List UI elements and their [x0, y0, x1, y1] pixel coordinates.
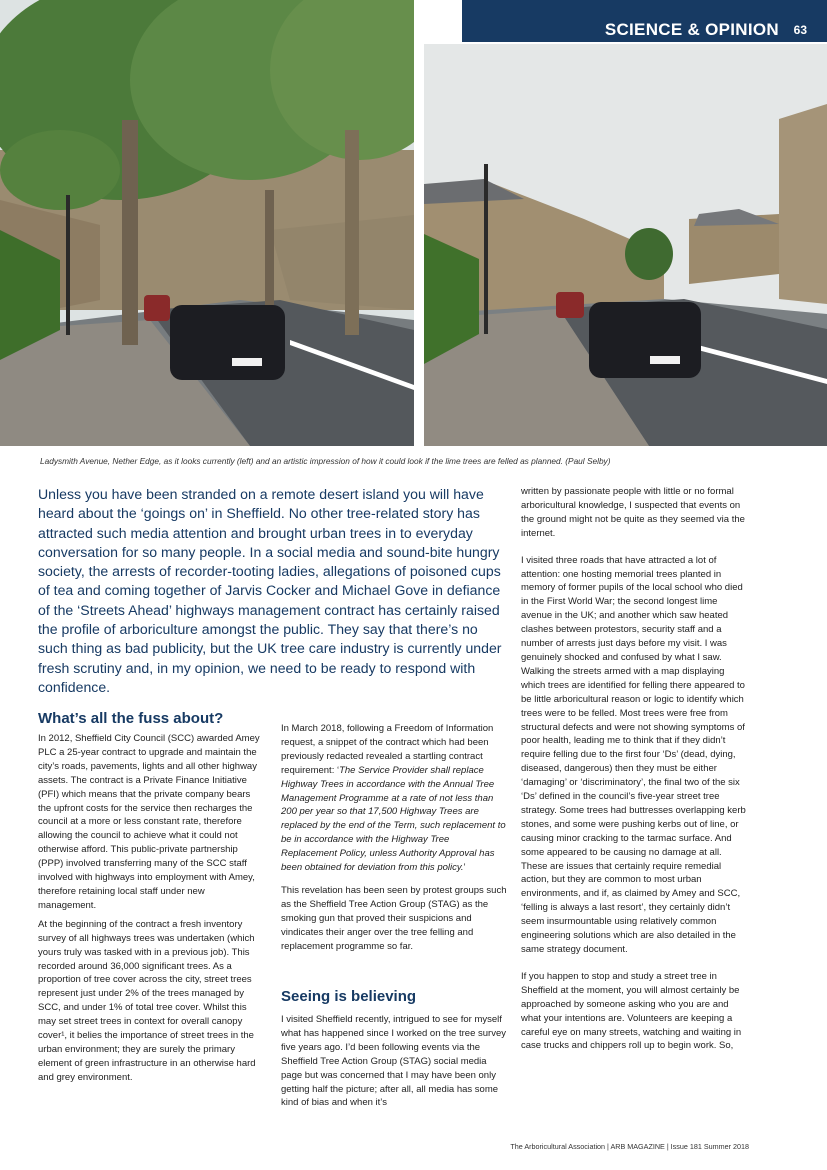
- ladysmith-avenue-impression-photo: [424, 44, 827, 446]
- quote-intro: In March 2018, following a Freedom of Information request, a snippet of the contract which had been previously redacted revealed a startling contract requirement: ‘: [281, 723, 494, 776]
- article-column-2-continued: [281, 1013, 507, 1115]
- paragraph: If you happen to stop and study a street tree in Sheffield at the moment, you will almost certainly be approached by someone asking who you are and what your intentions are. Volunteers are keeping a careful eye on many streets, watching and waiting in case trucks and chippers roll up to begin work. So,: [521, 970, 742, 1052]
- contract-quote: The Service Provider shall replace Highway Trees in accordance with the Annual Tree Management Programme at a rate of not less than 200 per year so that 17,500 Highway Trees are replaced by the end of the Term, such replacement to be in accordance with the Highway Tree Replacement Policy, unless Authority Approval has been obtained for deviation from this policy.: [281, 764, 506, 874]
- street-scene-impression-image: [424, 44, 827, 446]
- paragraph: At the beginning of the contract a fresh inventory survey of all highways trees was undertaken (which yours truly was tasked with in a previous job). This recorded around 36,000 significant trees. As a proportion of tree cover across the city, street trees represent just under 2% of the trees managed by SCC, and under 1% of total tree cover. Whilst this may set street trees in context for overall canopy cover¹, it belies the importance of street trees in the urban environment; they are surely the primary element of green infrastructure in an otherwise hard and grey environment.: [38, 918, 256, 1083]
- paragraph: In 2012, Sheffield City Council (SCC) awarded Amey PLC a 25-year contract to upgrade and maintain the city’s roads, pavements, lights and all other highway assets. The contract is a Private Finance Initiative (PFI) which means that the private company bears the upfront costs for the service then recharges the council at a more or less constant rate, therefore allowing the council to achieve what it could not otherwise afford. This public-private partnership (PPP) involved transferring many of the SCC staff involved with highways into employment with Amey, therefore retaining local staff under new management.: [38, 733, 260, 911]
- section-header-bar: [462, 0, 827, 42]
- page-number: 63: [793, 23, 807, 37]
- photo-caption: Ladysmith Avenue, Nether Edge, as it looks currently (left) and an artistic impression of how it could look if the lime trees are felled as planned. (Paul Selby): [40, 456, 611, 466]
- article-intro: Unless you have been stranded on a remote desert island you will have heard about the ‘goings on’ in Sheffield. No other tree-related story has attracted such media attention and brought urban trees in to everyday conversation for so many people. In a social media and sound-bite hungry society, the arrests of recorder-tooting ladies, allegations of poisoned cups of tea and coming together of Jarvis Cocker and Michael Gove in defiance of the ‘Streets Ahead’ highways management contract has certainly raised the profile of arboriculture amongst the public. They say that there’s no such thing as bad publicity, but the UK tree care industry is currently under fresh scrutiny and, in my opinion, we need to be ready to respond with confidence.: [38, 486, 502, 695]
- paragraph: This revelation has been seen by protest groups such as the Sheffield Tree Action Group (STAG) as the smoking gun that proved their suspicions and vindicates their anger over the tree felling and replacement programme so far.: [281, 884, 507, 952]
- article-column-3: [521, 485, 747, 1066]
- article-column-1: [38, 732, 264, 1090]
- street-scene-current-image: [0, 0, 414, 446]
- section-heading-seeing: Seeing is believing: [281, 988, 417, 1005]
- paragraph: I visited three roads that have attracted a lot of attention: one hosting memorial trees planted in memory of former pupils of the local school who died in the First World War; the second longest lime avenue in the UK; and another which saw heated clashes between protestors, security staff and a number of arrests just days before my visit. I was genuinely shocked and confused by what I saw. Walking the streets armed with a map displaying which trees are identified for felling there appeared to be little arboricultural reason or logic to identify which trees were to be felled. Most trees were free from structural defects and were not showing symptoms of poor health, leading me to think that if they didn’t require felling due to the first four ‘Ds’ (dead, dying, diseased, dangerous) then they must be either ‘damaging’ or ‘discriminatory’, the final two of the six ‘Ds’ defined in the council’s five-year street tree strategy. Some trees had buttresses overlapping kerb stones, and some were pushing kerbs out of line, or causing minor cracking to the tarmac surface. And some appeared to be causing no damage at all. These are issues that certainly require remedial action, but they are common to most urban environments, and if, as claimed by Amey and SCC, ‘felling is always a last resort’, they certainly didn’t seem insurmountable using relatively common engineering solutions which are also detailed in the same strategy document.: [521, 554, 746, 955]
- article-column-2: [281, 722, 507, 959]
- section-heading-fuss: What’s all the fuss about?: [38, 710, 224, 727]
- paragraph: written by passionate people with little or no formal arboricultural knowledge, I suspected that events on the ground might not be quite as they seemed via the internet.: [521, 486, 745, 539]
- section-title: SCIENCE & OPINION: [604, 20, 779, 39]
- ladysmith-avenue-current-photo: [0, 0, 414, 446]
- quote-close: ’: [463, 862, 466, 874]
- page-footer: The Arboricultural Association | ARB MAGAZINE | Issue 181 Summer 2018: [510, 1142, 749, 1151]
- paragraph-foi: [281, 722, 507, 875]
- paragraph: I visited Sheffield recently, intrigued to see for myself what has happened since I worked on the tree survey five years ago. I’d been following events via the Sheffield Tree Action Group (STAG) social media page but was concerned that I may have been only getting half the picture; after all, all media has some kind of bias and when it’s: [281, 1014, 506, 1109]
